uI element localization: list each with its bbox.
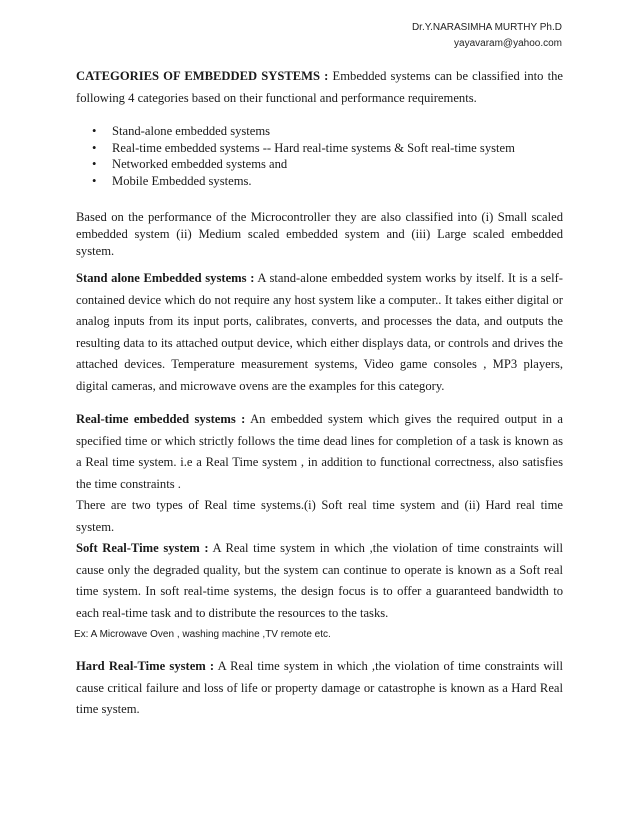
- intro-heading: CATEGORIES OF EMBEDDED SYSTEMS :: [76, 69, 329, 83]
- category-label: Mobile Embedded systems.: [112, 173, 252, 188]
- scale-paragraph: Based on the performance of the Microcontroller they are also classified into (i) Small scaled embedded system (ii) Medium scaled embedded system and (iii) Large scaled embedded system.: [76, 210, 563, 258]
- author-email: yayavaram@yahoo.com: [454, 38, 562, 49]
- realtime-text: An embedded system which gives the required output in a specified time or which strictly follows the time dead lines for completion of a task is known as a Real time system. i.e a Real Time system , in addition to functional correctness, also satisfies the time constraints .: [76, 412, 563, 491]
- bullet-icon: •: [92, 140, 97, 155]
- realtime-heading: Real-time embedded systems :: [76, 412, 246, 426]
- intro-text: Embedded systems can be classified into the following 4 categories based on their functional and performance requirements.: [76, 69, 563, 105]
- category-label: Networked embedded systems and: [112, 157, 288, 171]
- hard-realtime-heading: Hard Real-Time system :: [76, 659, 215, 673]
- intro-paragraph: [76, 66, 563, 109]
- list-item: [90, 156, 563, 173]
- soft-realtime-example: Ex: A Microwave Oven , washing machine ,TV remote etc.: [74, 629, 331, 640]
- standalone-text: A stand-alone embedded system works by itself. It is a self-contained device which do not require any host system like a computer.. It takes either digital or analog inputs from its input ports, calibrates, converts, and processes the data, and outputs the resulting data to its attached output device, which either displays data, or controls and drives the attached devices. Temperature measurement systems, Video game consoles , MP3 players, digital cameras, and microwave ovens are the examples for this category.: [76, 271, 564, 393]
- soft-realtime-paragraph: [76, 538, 563, 624]
- bullet-icon: •: [92, 124, 97, 138]
- page-content: [76, 66, 563, 721]
- category-label: Real-time embedded systems -- Hard real-time systems & Soft real-time system: [112, 140, 515, 155]
- list-item: [90, 123, 563, 140]
- bullet-icon: •: [92, 173, 97, 188]
- hard-realtime-paragraph: [76, 656, 563, 721]
- list-item: [90, 140, 563, 157]
- category-list: [76, 123, 563, 189]
- soft-realtime-heading: Soft Real-Time system :: [76, 541, 209, 555]
- author-name: Dr.Y.NARASIMHA MURTHY Ph.D: [411, 22, 562, 33]
- realtime-paragraph: [76, 409, 563, 495]
- bullet-icon: •: [92, 157, 97, 171]
- soft-realtime-text: A Real time system in which ,the violation of time constraints will cause only the degraded quality, but the system can continue to operate is known as a Soft real time system. In soft real-time systems, the design focus is to offer a guaranteed bandwidth to each real-time task and to distribute the resources to the tasks.: [76, 541, 563, 620]
- realtime-types-paragraph: There are two types of Real time systems.(i) Soft real time system and (ii) Hard real time system.: [76, 498, 563, 534]
- list-item: [90, 173, 563, 190]
- standalone-paragraph: [76, 268, 563, 397]
- page-header: [412, 20, 562, 52]
- hard-realtime-text: A Real time system in which ,the violation of time constraints will cause critical failure and loss of life or property damage or catastrophe is known as a Hard Real time system.: [76, 659, 564, 716]
- standalone-heading: Stand alone Embedded systems :: [76, 271, 255, 285]
- category-label: Stand-alone embedded systems: [112, 124, 271, 138]
